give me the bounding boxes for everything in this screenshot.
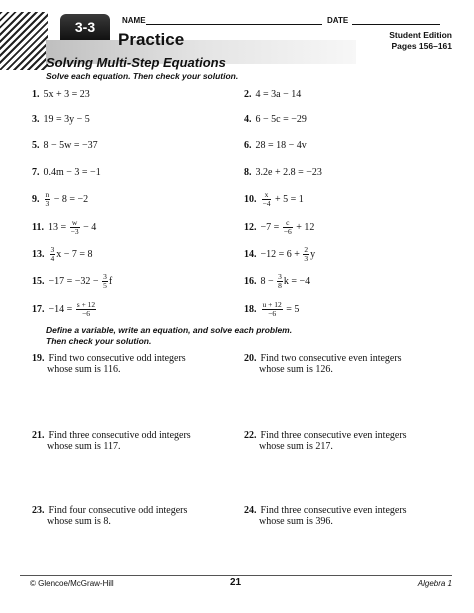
- fraction: $\frac{n}{3}$: [45, 190, 50, 208]
- problem-17: 17. −14 = $\frac{s + 12}{-6}$: [32, 300, 96, 318]
- problem-1: 1. 5x + 3 = 23: [32, 89, 90, 100]
- problem-19: 19. Find two consecutive odd integers whose sum is 116.: [32, 353, 186, 375]
- fraction: $\frac{3}{8}$: [278, 272, 282, 290]
- problem-15: 15. −17 = −32 − $\frac{3}{5}$ f: [32, 272, 113, 290]
- date-field[interactable]: [352, 24, 440, 25]
- edition-line: Student Edition: [389, 30, 452, 40]
- problem-9: 9. $\frac{n}{3}$ − 8 = −2: [32, 190, 89, 208]
- word-instructions-line: Define a variable, write an equation, and solve each problem.: [46, 325, 293, 335]
- decorative-stripes: [0, 12, 48, 70]
- fraction: $\frac{u + 12}{-6}$: [262, 300, 282, 318]
- problem-23: 23. Find four consecutive odd integers whose sum is 8.: [32, 505, 188, 527]
- problem-8: 8. 3.2e + 2.8 = −23: [244, 167, 322, 178]
- problem-13: 13. $\frac{3}{4}$ x − 7 = 8: [32, 245, 93, 263]
- fraction: $\frac{3}{4}$: [50, 245, 55, 263]
- problem-12: 12. −7 = $\frac{c}{-6}$ + 12: [244, 218, 315, 236]
- page-title: Practice: [118, 30, 185, 49]
- problem-2: 2. 4 = 3a − 14: [244, 89, 302, 100]
- page-number: 21: [230, 577, 242, 588]
- fraction: $\frac{3}{5}$: [103, 272, 107, 290]
- fraction: $\frac{w}{-3}$: [70, 218, 79, 236]
- problem-5: 5. 8 − 5w = −37: [32, 140, 98, 151]
- problem-11: 11. 13 = $\frac{w}{-3}$ − 4: [32, 218, 97, 236]
- footer-divider: [20, 575, 452, 576]
- course-name: Algebra 1: [417, 579, 452, 588]
- word-instructions: [46, 325, 292, 347]
- copyright: © Glencoe/McGraw-Hill: [30, 579, 114, 588]
- section-instructions: Solve each equation. Then check your solution.: [46, 71, 239, 81]
- problem-4: 4. 6 − 5c = −29: [244, 114, 307, 125]
- fraction: $\frac{x}{-4}$: [262, 190, 271, 208]
- problem-14: 14. −12 = 6 + $\frac{2}{3}$ y: [244, 245, 316, 263]
- problem-24: 24. Find three consecutive even integers whose sum is 396.: [244, 505, 407, 527]
- word-instructions-line: Then check your solution.: [46, 336, 152, 346]
- problem-7: 7. 0.4m − 3 = −1: [32, 167, 101, 178]
- pages-line: Pages 156–161: [391, 41, 452, 51]
- problem-22: 22. Find three consecutive even integers whose sum is 217.: [244, 430, 407, 452]
- fraction: $\frac{c}{-6}$: [283, 218, 292, 236]
- section-title: Solving Multi-Step Equations: [46, 55, 226, 70]
- problem-10: 10. $\frac{x}{-4}$ + 5 = 1: [244, 190, 304, 208]
- problem-6: 6. 28 = 18 − 4v: [244, 140, 307, 151]
- problem-3: 3. 19 = 3y − 5: [32, 114, 90, 125]
- date-label: DATE: [327, 16, 349, 25]
- name-label: NAME: [122, 16, 146, 25]
- problem-20: 20. Find two consecutive even integers whose sum is 126.: [244, 353, 402, 375]
- fraction: $\frac{s + 12}{-6}$: [76, 300, 96, 318]
- name-field[interactable]: [146, 24, 322, 25]
- edition-info: [389, 30, 452, 52]
- problem-18: 18. $\frac{u + 12}{-6}$ = 5: [244, 300, 300, 318]
- problem-21: 21. Find three consecutive odd integers whose sum is 117.: [32, 430, 191, 452]
- lesson-badge: 3-3: [60, 14, 110, 40]
- problem-16: 16. 8 − $\frac{3}{8}$ k = −4: [244, 272, 311, 290]
- fraction: $\frac{2}{3}$: [304, 245, 309, 263]
